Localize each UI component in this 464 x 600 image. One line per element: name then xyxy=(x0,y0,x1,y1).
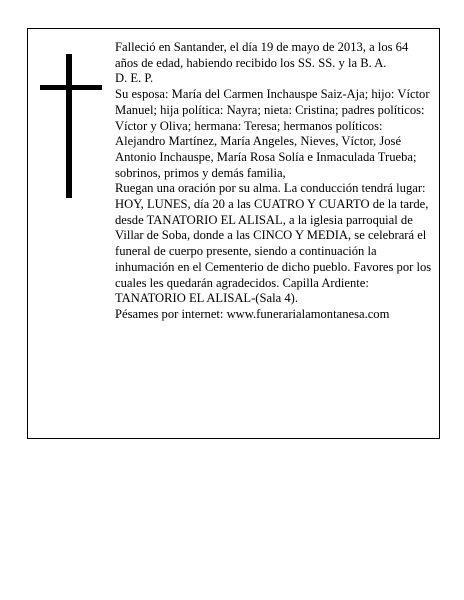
condolences-line: Pésames por internet: www.funerarialamontanesa.com xyxy=(115,306,390,321)
cross-icon xyxy=(40,54,102,198)
obituary-notice xyxy=(27,28,440,439)
family-list: Su esposa: María del Carmen Inchauspe Saiz-Aja; hijo: Víctor Manuel; hija política: Nayra; nieta: Cristina; padres políticos: Víctor y Oliva; hermana: Teresa; hermanos políticos: Alejandro Martínez, María Angeles, Nieves, Víctor, José Antonio Inchauspe, María Rosa Solía e Inmaculada Trueba; sobrinos, primos y demás familia, xyxy=(115,87,430,180)
death-announcement: Falleció en Santander, el día 19 de mayo de 2013, a los 64 años de edad, habiendo recibido los SS. SS. y la B. A. xyxy=(115,40,409,70)
rip-line: D. E. P. xyxy=(115,71,154,86)
funeral-details: Ruegan una oración por su alma. La conducción tendrá lugar: HOY, LUNES, día 20 a las CUATRO Y CUARTO de la tarde, desde TANATORIO EL ALISAL, a la iglesia parroquial de Villar de Soba, donde a las CINCO Y MEDIA, se celebrará el funeral de cuerpo presente, siendo a continuación la inhumación en el Cementerio de dicho pueblo. Favores por los cuales les quedarán agradecidos. Capilla Ardiente: TANATORIO EL ALISAL-(Sala 4). xyxy=(115,181,432,306)
cross-vertical-bar xyxy=(66,54,72,198)
obituary-text xyxy=(115,40,433,323)
cross-horizontal-bar xyxy=(40,85,102,90)
